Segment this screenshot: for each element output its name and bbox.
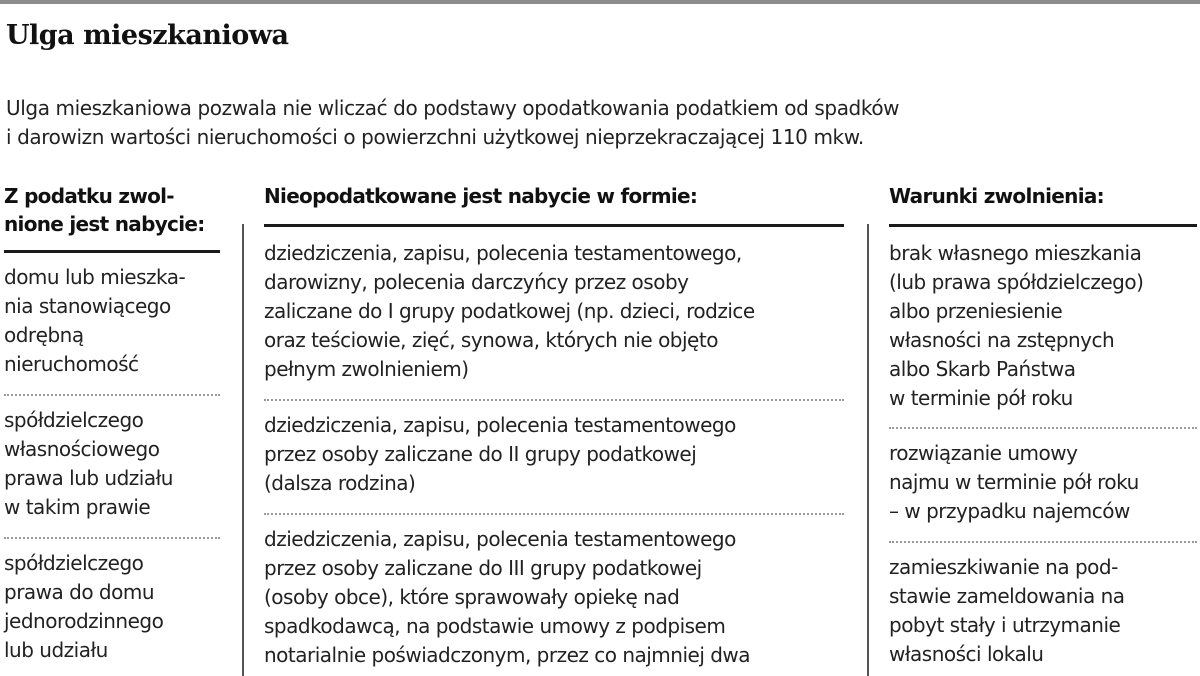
list-item <box>889 239 1197 413</box>
cell-line: domu lub mieszka- <box>4 265 186 289</box>
cell-line: własnościowego <box>4 437 160 461</box>
cell-line: – w przypadku najemców <box>889 499 1130 523</box>
dotted-divider <box>889 427 1197 429</box>
cell-line: (dalsza rodzina) <box>264 471 416 495</box>
list-item <box>264 411 844 498</box>
column-non-taxed-forms <box>264 182 844 670</box>
cell-line: dziedziczenia, zapisu, polecenia testamentowego <box>264 413 736 437</box>
list-item <box>889 553 1197 669</box>
cell-line: albo przeniesienie <box>889 299 1063 323</box>
cell-line: w terminie pół roku <box>889 386 1073 410</box>
column-exempt-acquisition <box>4 182 220 665</box>
dotted-divider <box>889 541 1197 543</box>
cell-line: rozwiązanie umowy <box>889 441 1078 465</box>
dotted-divider <box>264 399 844 401</box>
column-header <box>889 182 1197 210</box>
cell-line: nieruchomość <box>4 352 139 376</box>
cell-line: dziedziczenia, zapisu, polecenia testamentowego, <box>264 241 742 265</box>
page-title: Ulga mieszkaniowa <box>6 20 289 51</box>
cell-line: jednorodzinnego <box>4 609 164 633</box>
column-divider <box>242 224 244 676</box>
cell-line: spółdzielczego <box>4 408 144 432</box>
cell-line: prawa do domu <box>4 580 155 604</box>
dotted-divider <box>264 513 844 515</box>
top-rule <box>0 0 1200 4</box>
cell-line: pobyt stały i utrzymanie <box>889 613 1121 637</box>
cell-line: dziedziczenia, zapisu, polecenia testamentowego <box>264 527 736 551</box>
intro-paragraph <box>6 94 899 152</box>
cell-line: najmu w terminie pół roku <box>889 470 1139 494</box>
cell-line: pełnym zwolnieniem) <box>264 357 469 381</box>
cell-line: przez osoby zaliczane do III grupy podatkowej <box>264 556 702 580</box>
cell-line: (lub prawa spółdzielczego) <box>889 270 1144 294</box>
list-item <box>264 525 844 670</box>
list-item <box>4 263 220 379</box>
cell-line: brak własnego mieszkania <box>889 241 1142 265</box>
cell-line: zamieszkiwanie na pod- <box>889 555 1118 579</box>
cell-line: (osoby obce), które sprawowały opiekę nad <box>264 585 680 609</box>
column-header <box>264 182 844 210</box>
cell-line: prawa lub udziału <box>4 466 173 490</box>
dotted-divider <box>4 394 220 396</box>
cell-line: lub udziału <box>4 638 108 662</box>
cell-line: w takim prawie <box>4 495 151 519</box>
header-rule <box>889 224 1197 227</box>
cell-line: własności na zstępnych <box>889 328 1115 352</box>
cell-line: własności lokalu <box>889 642 1044 666</box>
cell-line: nia stanowiącego <box>4 294 171 318</box>
cell-line: odrębną <box>4 323 84 347</box>
cell-line: oraz teściowie, zięć, synowa, których nie objęto <box>264 328 718 352</box>
cell-line: darowizny, polecenia darczyńcy przez osoby <box>264 270 689 294</box>
column-header-line: Nieopodatkowane jest nabycie w formie: <box>264 184 698 208</box>
cell-line: zaliczane do I grupy podatkowej (np. dzieci, rodzice <box>264 299 755 323</box>
intro-line: Ulga mieszkaniowa pozwala nie wliczać do podstawy opodatkowania podatkiem od spadków <box>6 96 900 120</box>
list-item <box>4 406 220 522</box>
list-item <box>889 439 1197 526</box>
header-rule <box>264 224 844 227</box>
column-header <box>4 182 220 238</box>
column-header-line: nione jest nabycie: <box>4 212 205 236</box>
list-item <box>264 239 844 384</box>
column-divider <box>867 224 869 676</box>
list-item <box>4 549 220 665</box>
cell-line: notarialnie poświadczonym, przez co najmniej dwa <box>264 643 751 667</box>
dotted-divider <box>4 537 220 539</box>
cell-line: stawie zameldowania na <box>889 584 1125 608</box>
cell-line: spadkodawcą, na podstawie umowy z podpisem <box>264 614 726 638</box>
cell-line: przez osoby zaliczane do II grupy podatkowej <box>264 442 697 466</box>
column-exemption-conditions <box>889 182 1197 669</box>
header-rule <box>4 250 220 253</box>
intro-line: i darowizn wartości nieruchomości o powierzchni użytkowej nieprzekraczającej 110 mkw. <box>6 125 864 149</box>
cell-line: spółdzielczego <box>4 551 144 575</box>
column-header-line: Z podatku zwol- <box>4 184 174 208</box>
cell-line: albo Skarb Państwa <box>889 357 1076 381</box>
column-header-line: Warunki zwolnienia: <box>889 184 1104 208</box>
